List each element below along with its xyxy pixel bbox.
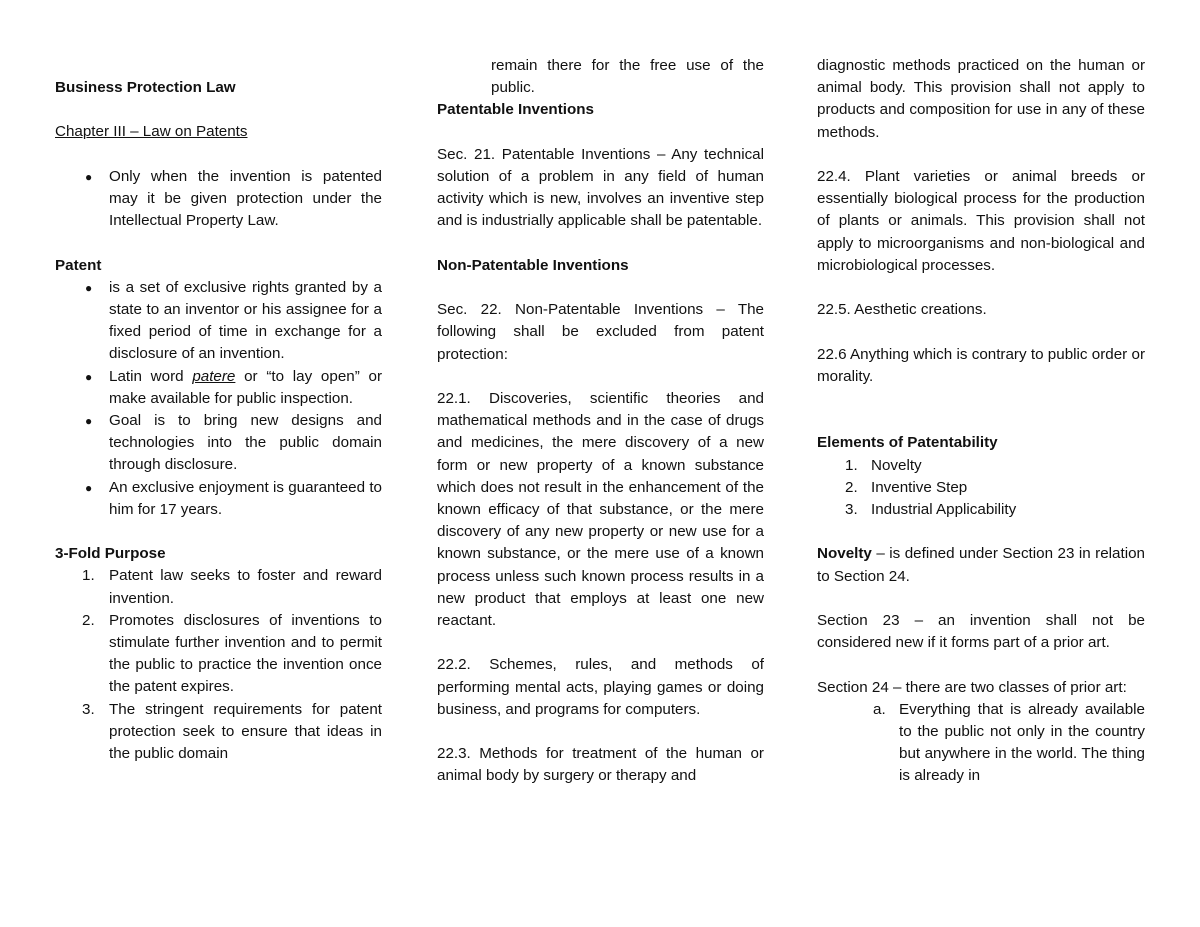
continuation-text: remain there for the free use of the public. [491,57,764,97]
novelty-text: – is defined under Section 23 in relation to Section 24. [817,545,1145,585]
prior-art-list [817,699,1145,788]
list-item [55,699,382,766]
list-item [817,499,1145,521]
element-text: Industrial Applicability [871,500,1017,518]
list-item [55,610,382,699]
list-number: 1. [845,456,858,474]
list-item [55,477,382,521]
element-text: Inventive Step [871,478,968,496]
column-1 [55,77,382,765]
list-item [55,410,382,477]
bullet-icon: ● [85,369,93,384]
list-item [55,166,382,233]
bullet-icon: ● [85,480,93,495]
intro-bullet-text: Only when the invention is patented may it be given protection under the Intellectual Property Law. [109,167,382,230]
purpose-heading: 3-Fold Purpose [55,545,166,563]
list-item [55,565,382,609]
patent-bullet-2 [109,368,382,407]
list-item [817,477,1145,499]
latin-prefix: Latin word [109,367,193,385]
paragraph-22-4: 22.4. Plant varieties or animal breeds or essentially biological process for the production of plants or animals. This provision shall not apply to microorganisms and non-biological and microbiological processes. [817,168,1145,274]
list-item [817,455,1145,477]
section-24: Section 24 – there are two classes of prior art: [817,678,1127,696]
list-letter: a. [873,700,886,718]
non-patentable-heading: Non-Patentable Inventions [437,256,629,274]
paragraph-22-1: 22.1. Discoveries, scientific theories and mathematical methods and in the case of drugs and medicines, the mere discovery of a new form or new property of a known substance which does not result in the enhancement of the known efficacy of that substance, or the mere discovery of any new property or new use for a known substance, or the mere use of a known process unless such known process results in a new product that employs at least one new reactant. [437,389,764,630]
purpose-list [55,565,382,765]
purpose-text: Promotes disclosures of inventions to stimulate further invention and to permit the public to practice the invention once the patent expires. [109,611,382,696]
patent-bullet-4: An exclusive enjoyment is guaranteed to him for 17 years. [109,478,382,518]
elements-list [817,455,1145,522]
bullet-icon: ● [85,414,93,428]
document-title: Business Protection Law [55,79,236,96]
purpose-text: The stringent requirements for patent protection seek to ensure that ideas in the public domain [109,700,382,763]
element-text: Novelty [871,456,922,474]
latin-suffix: or “to lay open” or make available for public inspection. [109,367,383,407]
list-item [55,366,382,410]
list-item [55,277,382,366]
list-number: 1. [82,567,95,585]
section-22: Sec. 22. Non-Patentable Inventions – The following shall be excluded from patent protection: [437,301,764,363]
list-number: 3. [82,700,95,718]
continuation-text: diagnostic methods practiced on the human or animal body. This provision shall not apply to products and composition for use in any of these methods. [817,57,1145,141]
elements-heading: Elements of Patentability [817,434,998,452]
paragraph-22-5: 22.5. Aesthetic creations. [817,301,987,319]
patent-bullet-3: Goal is to bring new designs and technologies into the public domain through disclosure. [109,412,382,474]
column-3 [817,55,1145,788]
patent-heading: Patent [55,256,102,274]
column-2 [437,55,764,788]
patent-bullet-list [55,277,382,521]
list-number: 3. [845,500,858,518]
paragraph-22-2: 22.2. Schemes, rules, and methods of performing mental acts, playing games or doing business, and programs for computers. [437,656,764,718]
patent-bullet-1: is a set of exclusive rights granted by a state to an inventor or his assignee for a fixed period of time in exchange for a disclosure of an invention. [109,278,382,363]
paragraph-22-3: 22.3. Methods for treatment of the human or animal body by surgery or therapy and [437,745,764,785]
prior-art-text: Everything that is already available to the public not only in the country but anywhere in the world. The thing is already in [899,700,1145,785]
section-23: Section 23 – an invention shall not be considered new if it forms part of a prior art. [817,611,1145,652]
bullet-icon: ● [85,169,93,184]
intro-bullet-list [55,166,382,233]
novelty-definition [817,543,1145,587]
latin-word: patere [192,367,236,385]
novelty-term: Novelty [817,545,872,563]
paragraph-22-6: 22.6 Anything which is contrary to public order or morality. [817,345,1145,385]
section-21: Sec. 21. Patentable Inventions – Any technical solution of a problem in any field of human activity which is new, involves an inventive step and is industrially applicable shall be patentable. [437,145,764,230]
list-number: 2. [845,478,858,496]
purpose-text: Patent law seeks to foster and reward invention. [109,567,382,607]
list-number: 2. [82,611,95,629]
list-item [817,699,1145,788]
patentable-heading: Patentable Inventions [437,101,594,119]
bullet-icon: ● [85,280,93,295]
chapter-heading: Chapter III – Law on Patents [55,123,248,141]
